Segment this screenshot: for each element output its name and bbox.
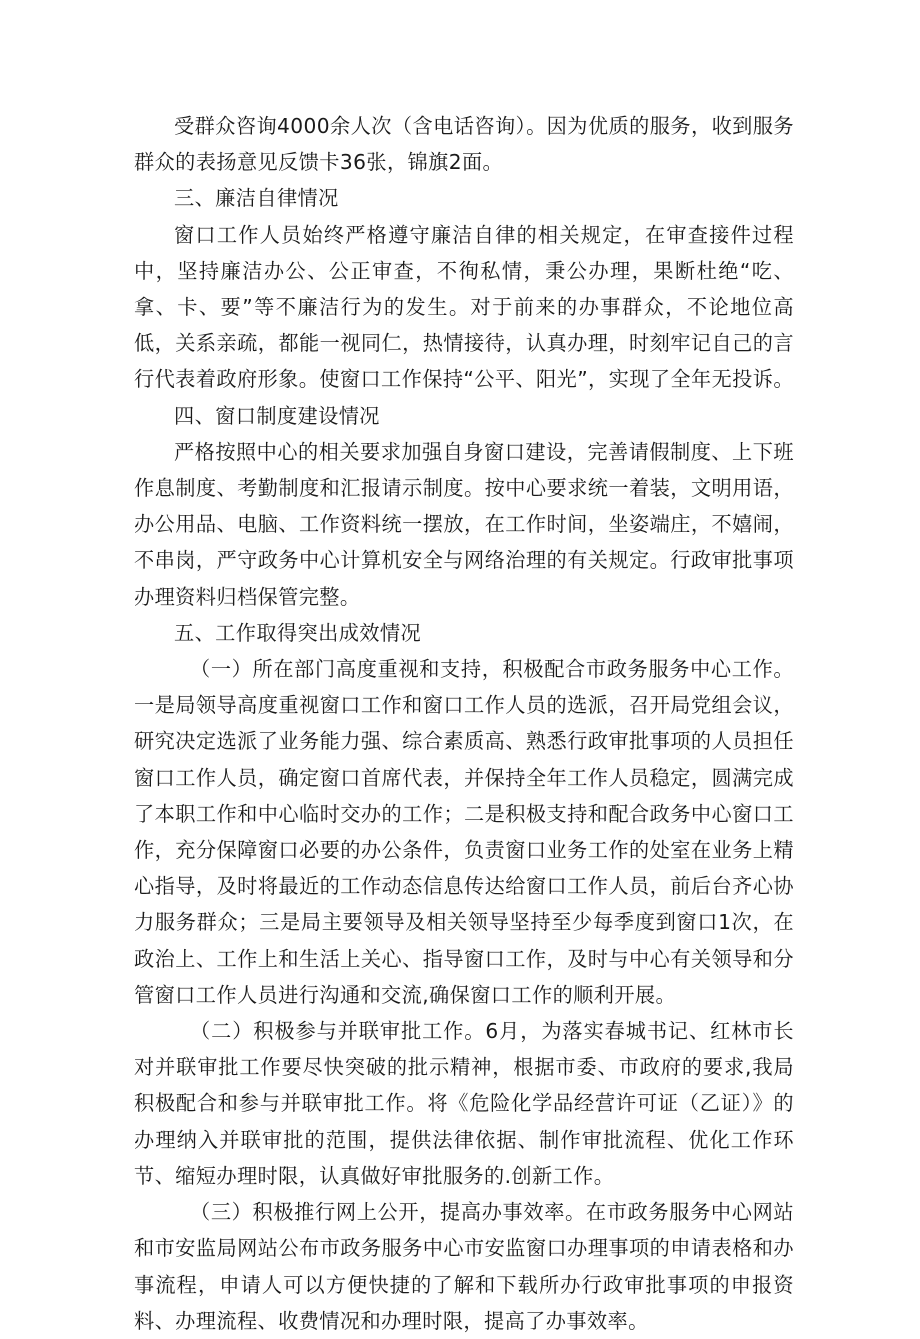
paragraph-achievement-2: （二）积极参与并联审批工作。6月，为落实春城书记、红林市长对并联审批工作要尽快突破的批示精神，根据市委、市政府的要求,我局积极配合和参与并联审批工作。将《危险化学品经营许可证（乙证）》的办理纳入并联审批的范围，提供法律依据、制作审批流程、优化工作环节、缩短办理时限，认真做好审批服务的.创新工作。	[134, 1019, 794, 1188]
paragraph-achievement-1: （一）所在部门高度重视和支持，积极配合市政务服务中心工作。一是局领导高度重视窗口工作和窗口工作人员的选派，召开局党组会议，研究决定选派了业务能力强、综合素质高、熟悉行政审批事项的人员担任窗口工作人员，确定窗口首席代表，并保持全年工作人员稳定，圆满完成了本职工作和中心临时交办的工作；二是积极支持和配合政务中心窗口工作，充分保障窗口必要的办公条件，负责窗口业务工作的处室在业务上精心指导，及时将最近的工作动态信息传达给窗口工作人员，前后台齐心协力服务群众；三是局主要领导及相关领导坚持至少每季度到窗口1次，在政治上、工作上和生活上关心、指导窗口工作，及时与中心有关领导和分管窗口工作人员进行沟通和交流,确保窗口工作的顺利开展。	[134, 657, 794, 1007]
document-body	[134, 108, 794, 1339]
section-heading-integrity: 三、廉洁自律情况	[174, 186, 339, 211]
paragraph-integrity: 窗口工作人员始终严格遵守廉洁自律的相关规定，在审查接件过程中，坚持廉洁办公、公正审查，不徇私情，秉公办理，果断杜绝“吃、拿、卡、要”等不廉洁行为的发生。对于前来的办事群众，不论地位高低，关系亲疏，都能一视同仁，热情接待，认真办理，时刻牢记自己的言行代表着政府形象。使窗口工作保持“公平、阳光”，实现了全年无投诉。	[134, 222, 794, 392]
paragraph-service-stats: 受群众咨询4000余人次（含电话咨询）。因为优质的服务，收到服务群众的表扬意见反馈卡36张，锦旗2面。	[134, 114, 794, 175]
paragraph-window-system: 严格按照中心的相关要求加强自身窗口建设，完善请假制度、上下班作息制度、考勤制度和汇报请示制度。按中心要求统一着装，文明用语，办公用品、电脑、工作资料统一摆放，在工作时间，坐姿端庄，不嬉闹，不串岗，严守政务中心计算机安全与网络治理的有关规定。行政审批事项办理资料归档保管完整。	[134, 439, 794, 609]
section-heading-achievements: 五、工作取得突出成效情况	[174, 620, 422, 645]
section-heading-window-system: 四、窗口制度建设情况	[174, 403, 380, 428]
paragraph-achievement-3: （三）积极推行网上公开，提高办事效率。在市政务服务中心网站和市安监局网站公布市政务服务中心市安监窗口办理事项的申请表格和办事流程，申请人可以方便快捷的了解和下载所办行政审批事项的申报资料、办理流程、收费情况和办理时限，提高了办事效率。	[134, 1200, 794, 1333]
